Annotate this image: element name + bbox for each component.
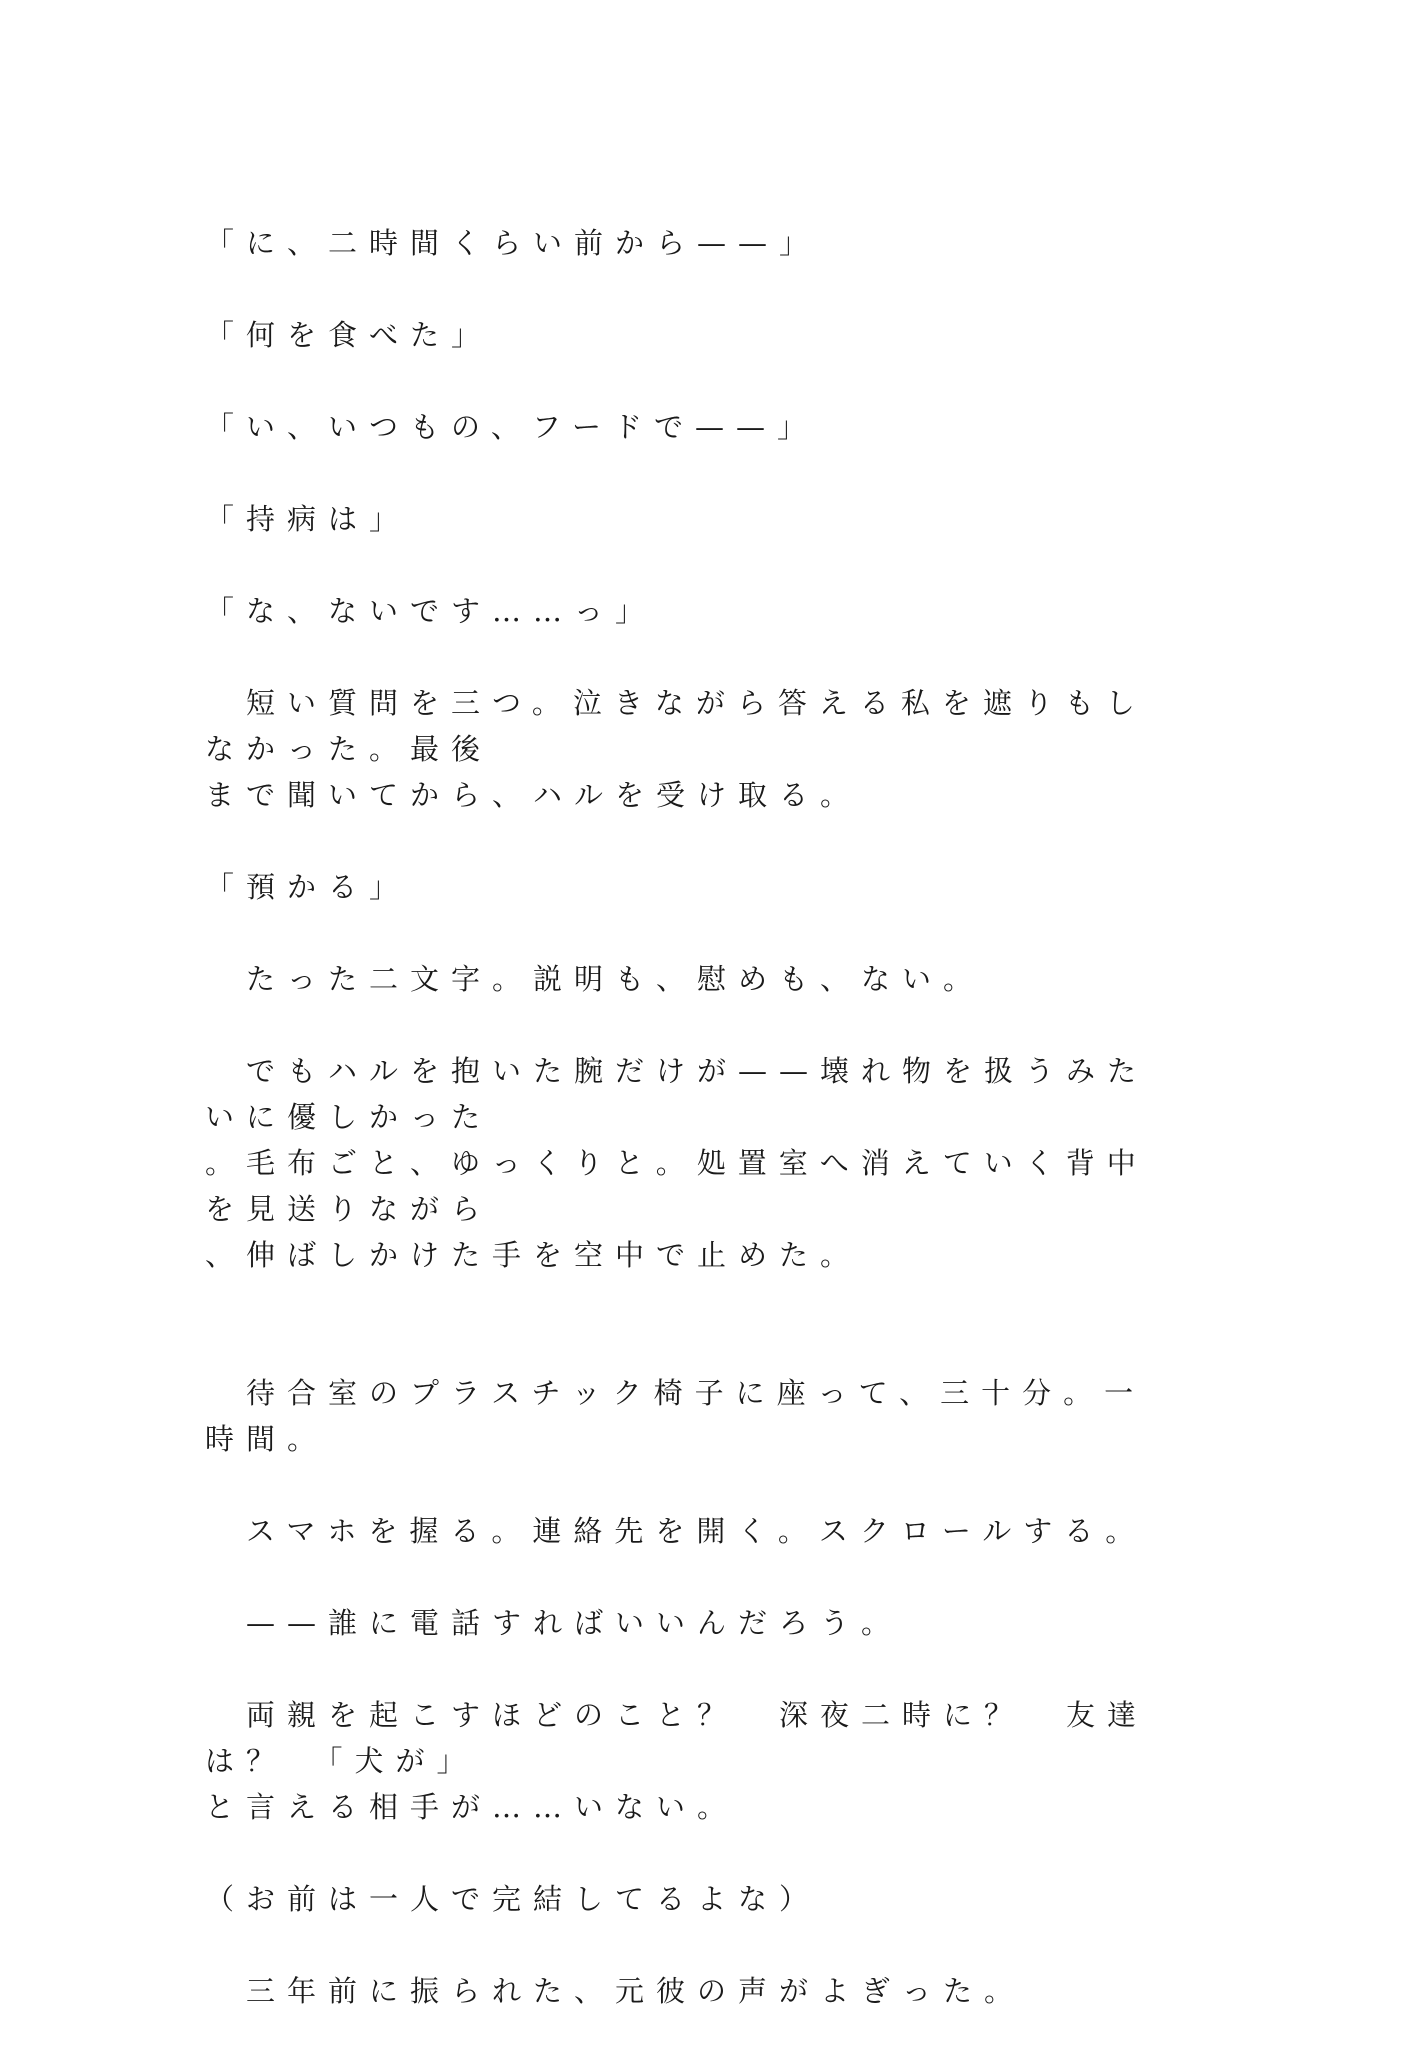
paragraph-dialogue: 「な、ないです……っ」 (205, 594, 657, 628)
paragraph-dialogue: 「預かる」 (205, 870, 411, 904)
scene-break (205, 1324, 1165, 1370)
paragraph-narration: 短い質問を三つ。泣きながら答える私を遮りもしなかった。最後 まで聞いてから、ハルを受け取る。 (205, 686, 1147, 812)
paragraph-thought: （お前は一人で完結してるよな） (205, 1882, 821, 1916)
paragraph-narration: たった二文字。説明も、慰めも、ない。 (205, 962, 985, 996)
paragraph-dialogue: 「に、二時間くらい前から——」 (205, 226, 821, 260)
paragraph-narration: スマホを握る。連絡先を開く。スクロールする。 (205, 1514, 1147, 1548)
paragraph-narration: 両親を起こすほどのこと？ 深夜二時に？ 友達は？ 「犬が」 と言える相手が……いない。 (205, 1698, 1149, 1824)
body-text (205, 220, 1165, 2060)
paragraph-dialogue: 「い、いつもの、フードで——」 (205, 410, 818, 444)
paragraph-dialogue: 「持病は」 (205, 502, 411, 536)
paragraph-narration: でもハルを抱いた腕だけが——壊れ物を扱うみたいに優しかった 。毛布ごと、ゆっくりと。処置室へ消えていく背中を見送りながら 、伸ばしかけた手を空中で止めた。 (205, 1054, 1149, 1272)
paragraph-dialogue: 「何を食べた」 (205, 318, 493, 352)
paragraph-narration: ——誰に電話すればいいんだろう。 (205, 1606, 903, 1640)
paragraph-narration: 三年前に振られた、元彼の声がよぎった。 (205, 1974, 1026, 2008)
paragraph-narration: 待合室のプラスチック椅子に座って、三十分。一時間。 (205, 1376, 1146, 1456)
